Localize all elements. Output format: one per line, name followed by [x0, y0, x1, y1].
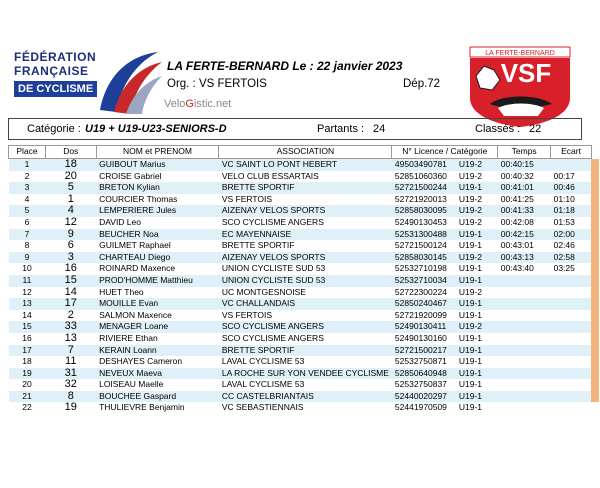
row-marker-bar — [591, 356, 599, 368]
cell-dos: 11 — [45, 356, 96, 368]
cell-ecart — [551, 321, 592, 333]
cell-licence: 52441970509 — [392, 402, 456, 414]
cell-category: U19-1 — [456, 391, 498, 403]
table-row — [9, 391, 600, 403]
cell-association: BRETTE SPORTIF — [219, 345, 392, 357]
table-row — [9, 345, 600, 357]
cell-time — [498, 321, 551, 333]
cell-category: U19-2 — [456, 205, 498, 217]
cell-marker — [591, 229, 600, 241]
cell-name: GUILMET Raphael — [96, 240, 219, 252]
cell-ecart — [551, 368, 592, 380]
cell-category: U19-1 — [456, 240, 498, 252]
row-marker-bar — [591, 287, 599, 299]
cell-marker — [591, 159, 600, 171]
row-marker-bar — [591, 182, 599, 194]
classes-label: Classés : — [475, 123, 521, 135]
cell-licence: 52850640948 — [392, 368, 456, 380]
row-marker-bar — [591, 368, 599, 380]
cell-licence: 52721500244 — [392, 182, 456, 194]
row-marker-bar — [591, 205, 599, 217]
cell-time: 00:43:40 — [498, 263, 551, 275]
cell-place: 1 — [9, 159, 46, 171]
row-marker-bar — [591, 217, 599, 229]
cell-dos: 4 — [45, 205, 96, 217]
cell-time: 00:40:15 — [498, 159, 551, 171]
cell-place: 18 — [9, 356, 46, 368]
cell-licence: 52490130160 — [392, 333, 456, 345]
cell-licence: 52858030095 — [392, 205, 456, 217]
cell-dos: 18 — [45, 159, 96, 171]
cell-association: SCO CYCLISME ANGERS — [219, 321, 392, 333]
row-marker-bar — [591, 310, 599, 322]
cell-place: 2 — [9, 171, 46, 183]
table-row — [9, 310, 600, 322]
cell-name: BOUCHEE Gaspard — [96, 391, 219, 403]
cell-ecart — [551, 333, 592, 345]
row-marker-bar — [591, 229, 599, 241]
cell-place: 20 — [9, 379, 46, 391]
organizer: Org. : VS FERTOIS — [167, 78, 267, 90]
cell-name: KERAIN Loann — [96, 345, 219, 357]
ffc-logo — [14, 48, 164, 120]
cell-time — [498, 345, 551, 357]
table-row — [9, 298, 600, 310]
cell-dos: 8 — [45, 391, 96, 403]
cell-association: VC SEBASTIENNAIS — [219, 402, 392, 414]
cell-marker — [591, 240, 600, 252]
vsf-logo-top-text: LA FERTE-BERNARD — [485, 50, 555, 57]
cell-time: 00:42:08 — [498, 217, 551, 229]
cell-ecart — [551, 298, 592, 310]
cell-category: U19-2 — [456, 171, 498, 183]
table-row — [9, 171, 600, 183]
cell-place: 4 — [9, 194, 46, 206]
cell-association: AIZENAY VELOS SPORTS — [219, 252, 392, 264]
header-licence: N° Licence / Catégorie — [392, 146, 498, 159]
cell-association: CC CASTELBRIANTAIS — [219, 391, 392, 403]
cell-category: U19-2 — [456, 159, 498, 171]
cell-place: 6 — [9, 217, 46, 229]
cell-name: MENAGER Loane — [96, 321, 219, 333]
cell-ecart: 03:25 — [551, 263, 592, 275]
ffc-swoosh-icon — [92, 48, 164, 118]
cell-name: THULIEVRE Benjamin — [96, 402, 219, 414]
cell-marker — [591, 402, 600, 414]
table-row — [9, 252, 600, 264]
cell-dos: 7 — [45, 345, 96, 357]
header-association: ASSOCIATION — [219, 146, 392, 159]
cell-association: VELO CLUB ESSARTAIS — [219, 171, 392, 183]
cell-category: U19-1 — [456, 263, 498, 275]
cell-association: BRETTE SPORTIF — [219, 182, 392, 194]
cell-category: U19-2 — [456, 287, 498, 299]
row-marker-bar — [591, 159, 599, 171]
cell-dos: 12 — [45, 217, 96, 229]
cell-marker — [591, 321, 600, 333]
cell-name: PROD'HOMME Matthieu — [96, 275, 219, 287]
cell-association: UC MONTGESNOISE — [219, 287, 392, 299]
cell-marker — [591, 171, 600, 183]
cell-ecart: 02:58 — [551, 252, 592, 264]
cell-ecart — [551, 391, 592, 403]
cell-ecart: 01:18 — [551, 205, 592, 217]
cell-time — [498, 333, 551, 345]
cell-place: 14 — [9, 310, 46, 322]
cell-place: 8 — [9, 240, 46, 252]
cell-ecart — [551, 379, 592, 391]
cell-category: U19-1 — [456, 229, 498, 241]
cell-name: HUET Theo — [96, 287, 219, 299]
cell-dos: 9 — [45, 229, 96, 241]
cell-category: U19-1 — [456, 345, 498, 357]
cell-place: 10 — [9, 263, 46, 275]
cell-licence: 52532750871 — [392, 356, 456, 368]
cell-marker — [591, 345, 600, 357]
cell-marker — [591, 275, 600, 287]
cell-name: RIVIERE Ethan — [96, 333, 219, 345]
cell-marker — [591, 391, 600, 403]
cell-licence: 52532750837 — [392, 379, 456, 391]
cell-association: VS FERTOIS — [219, 310, 392, 322]
cell-time — [498, 391, 551, 403]
table-row — [9, 194, 600, 206]
cell-licence: 52721500124 — [392, 240, 456, 252]
cell-licence: 52851060360 — [392, 171, 456, 183]
cell-ecart — [551, 402, 592, 414]
cell-category: U19-2 — [456, 321, 498, 333]
cell-time — [498, 356, 551, 368]
cell-place: 3 — [9, 182, 46, 194]
cell-ecart — [551, 275, 592, 287]
table-row — [9, 240, 600, 252]
cell-ecart: 00:46 — [551, 182, 592, 194]
table-row — [9, 263, 600, 275]
cell-dos: 32 — [45, 379, 96, 391]
cell-place: 16 — [9, 333, 46, 345]
cell-category: U19-1 — [456, 298, 498, 310]
row-marker-bar — [591, 240, 599, 252]
cell-marker — [591, 263, 600, 275]
cell-marker — [591, 205, 600, 217]
cell-dos: 20 — [45, 171, 96, 183]
row-marker-bar — [591, 263, 599, 275]
cell-ecart — [551, 356, 592, 368]
cell-name: CHARTEAU Diego — [96, 252, 219, 264]
cell-dos: 2 — [45, 310, 96, 322]
cell-dos: 16 — [45, 263, 96, 275]
category-label: Catégorie : — [27, 123, 81, 135]
cell-category: U19-1 — [456, 333, 498, 345]
cell-licence: 52721920099 — [392, 310, 456, 322]
cell-marker — [591, 194, 600, 206]
cell-place: 11 — [9, 275, 46, 287]
cell-ecart: 00:17 — [551, 171, 592, 183]
cell-ecart — [551, 159, 592, 171]
cell-dos: 6 — [45, 240, 96, 252]
cell-dos: 13 — [45, 333, 96, 345]
cell-time: 00:42:15 — [498, 229, 551, 241]
cell-place: 21 — [9, 391, 46, 403]
vsf-shield-icon — [468, 46, 572, 128]
cell-association: SCO CYCLISME ANGERS — [219, 217, 392, 229]
cell-licence: 49503490781 — [392, 159, 456, 171]
partants-value: 24 — [373, 123, 386, 135]
cell-licence: 52721920013 — [392, 194, 456, 206]
cell-name: NEVEUX Maeva — [96, 368, 219, 380]
cell-ecart — [551, 310, 592, 322]
cell-marker — [591, 287, 600, 299]
cell-name: LEMPERIERE Jules — [96, 205, 219, 217]
cell-licence: 52490130453 — [392, 217, 456, 229]
cell-association: LAVAL CYCLISME 53 — [219, 379, 392, 391]
cell-association: EC MAYENNAISE — [219, 229, 392, 241]
velogistic-part-b: G — [185, 98, 194, 110]
cell-ecart: 02:46 — [551, 240, 592, 252]
cell-category: U19-1 — [456, 310, 498, 322]
cell-licence: 52721500217 — [392, 345, 456, 357]
cell-category: U19-1 — [456, 182, 498, 194]
department: Dép.72 — [403, 78, 441, 90]
cell-time: 00:43:01 — [498, 240, 551, 252]
cell-time: 00:41:01 — [498, 182, 551, 194]
cell-time: 00:43:13 — [498, 252, 551, 264]
cell-marker — [591, 368, 600, 380]
velogistic-part-a: Velo — [164, 98, 186, 110]
cell-dos: 33 — [45, 321, 96, 333]
cell-time — [498, 402, 551, 414]
cell-place: 5 — [9, 205, 46, 217]
cell-association: VC CHALLANDAIS — [219, 298, 392, 310]
header-time: Temps — [498, 146, 551, 159]
cell-marker — [591, 217, 600, 229]
table-row — [9, 205, 600, 217]
cell-licence: 52532710034 — [392, 275, 456, 287]
row-marker-bar — [591, 194, 599, 206]
cell-place: 19 — [9, 368, 46, 380]
cell-association: SCO CYCLISME ANGERS — [219, 333, 392, 345]
cell-ecart — [551, 287, 592, 299]
cell-category: U19-1 — [456, 379, 498, 391]
table-row — [9, 368, 600, 380]
cell-name: CROISE Gabriel — [96, 171, 219, 183]
race-location-date: LA FERTE-BERNARD Le : 22 janvier 2023 — [167, 59, 403, 73]
row-marker-bar — [591, 379, 599, 391]
cell-association: BRETTE SPORTIF — [219, 240, 392, 252]
cell-marker — [591, 252, 600, 264]
table-row — [9, 287, 600, 299]
table-row — [9, 182, 600, 194]
cell-association: VC SAINT LO PONT HEBERT — [219, 159, 392, 171]
category-value: U19 + U19-U23-SENIORS-D — [85, 123, 227, 135]
velogistic-link[interactable] — [164, 98, 231, 110]
header-bar — [591, 146, 600, 159]
table-row — [9, 402, 600, 414]
velogistic-part-c: istic.net — [193, 98, 232, 110]
cell-association: AIZENAY VELOS SPORTS — [219, 205, 392, 217]
cell-category: U19-1 — [456, 368, 498, 380]
table-header-row — [9, 146, 600, 159]
cell-category: U19-2 — [456, 252, 498, 264]
cell-dos: 1 — [45, 194, 96, 206]
cell-licence: 52858030145 — [392, 252, 456, 264]
cell-place: 13 — [9, 298, 46, 310]
cell-time — [498, 310, 551, 322]
cell-dos: 3 — [45, 252, 96, 264]
cell-time: 00:41:25 — [498, 194, 551, 206]
classes-value: 22 — [529, 123, 542, 135]
cell-time — [498, 275, 551, 287]
table-row — [9, 159, 600, 171]
cell-marker — [591, 356, 600, 368]
ffc-logo-line2: FRANÇAISE — [14, 64, 89, 78]
vsf-logo-main: VSF — [500, 58, 552, 88]
cell-licence: 52722300224 — [392, 287, 456, 299]
cell-category: U19-2 — [456, 194, 498, 206]
cell-category: U19-1 — [456, 356, 498, 368]
cell-licence: 52531300488 — [392, 229, 456, 241]
header-ecart: Ecart — [551, 146, 592, 159]
row-marker-bar — [591, 321, 599, 333]
cell-association: LA ROCHE SUR YON VENDEE CYCLISME — [219, 368, 392, 380]
cell-dos: 31 — [45, 368, 96, 380]
cell-marker — [591, 182, 600, 194]
cell-name: COURCIER Thomas — [96, 194, 219, 206]
cell-licence: 52440020297 — [392, 391, 456, 403]
cell-category: U19-1 — [456, 275, 498, 287]
cell-marker — [591, 379, 600, 391]
table-row — [9, 333, 600, 345]
cell-time — [498, 298, 551, 310]
cell-name: LOISEAU Maelle — [96, 379, 219, 391]
cell-name: ROINARD Maxence — [96, 263, 219, 275]
cell-licence: 52490130411 — [392, 321, 456, 333]
cell-category: U19-2 — [456, 217, 498, 229]
cell-dos: 14 — [45, 287, 96, 299]
cell-place: 9 — [9, 252, 46, 264]
table-row — [9, 321, 600, 333]
cell-ecart — [551, 345, 592, 357]
cell-ecart: 01:53 — [551, 217, 592, 229]
cell-association: UNION CYCLISTE SUD 53 — [219, 263, 392, 275]
results-table — [8, 145, 600, 414]
row-marker-bar — [591, 252, 599, 264]
partants-label: Partants : — [317, 123, 365, 135]
ffc-logo-line1: FÉDÉRATION — [14, 50, 97, 64]
table-row — [9, 379, 600, 391]
ffc-logo-line3: DE CYCLISME — [14, 81, 97, 97]
cell-place: 17 — [9, 345, 46, 357]
table-row — [9, 217, 600, 229]
cell-marker — [591, 298, 600, 310]
cell-dos: 5 — [45, 182, 96, 194]
cell-marker — [591, 333, 600, 345]
cell-place: 7 — [9, 229, 46, 241]
cell-place: 15 — [9, 321, 46, 333]
cell-name: GUIBOUT Marius — [96, 159, 219, 171]
cell-association: UNION CYCLISTE SUD 53 — [219, 275, 392, 287]
cell-name: DESHAYES Cameron — [96, 356, 219, 368]
vsf-club-logo — [468, 46, 572, 128]
cell-association: LAVAL CYCLISME 53 — [219, 356, 392, 368]
row-marker-bar — [591, 345, 599, 357]
cell-time — [498, 379, 551, 391]
header-dos: Dos — [45, 146, 96, 159]
table-row — [9, 275, 600, 287]
row-marker-bar — [591, 275, 599, 287]
row-marker-bar — [591, 391, 599, 403]
cell-name: BRETON Kylian — [96, 182, 219, 194]
cell-association: VS FERTOIS — [219, 194, 392, 206]
cell-dos: 17 — [45, 298, 96, 310]
cell-place: 22 — [9, 402, 46, 414]
cell-time: 00:41:33 — [498, 205, 551, 217]
cell-time: 00:40:32 — [498, 171, 551, 183]
cell-licence: 52850240467 — [392, 298, 456, 310]
cell-ecart: 02:00 — [551, 229, 592, 241]
cell-time — [498, 287, 551, 299]
category-bar — [8, 118, 582, 140]
cell-name: BEUCHER Noa — [96, 229, 219, 241]
cell-category: U19-1 — [456, 402, 498, 414]
cell-ecart: 01:10 — [551, 194, 592, 206]
row-marker-bar — [591, 171, 599, 183]
results-body — [9, 159, 600, 415]
table-row — [9, 356, 600, 368]
cell-time — [498, 368, 551, 380]
row-marker-bar — [591, 298, 599, 310]
table-row — [9, 229, 600, 241]
cell-licence: 52532710198 — [392, 263, 456, 275]
cell-dos: 19 — [45, 402, 96, 414]
row-marker-bar — [591, 333, 599, 345]
header-place: Place — [9, 146, 46, 159]
cell-name: DAVID Leo — [96, 217, 219, 229]
cell-name: MOUILLE Evan — [96, 298, 219, 310]
cell-place: 12 — [9, 287, 46, 299]
header-name: NOM et PRENOM — [96, 146, 219, 159]
cell-name: SALMON Maxence — [96, 310, 219, 322]
cell-dos: 15 — [45, 275, 96, 287]
cell-marker — [591, 310, 600, 322]
